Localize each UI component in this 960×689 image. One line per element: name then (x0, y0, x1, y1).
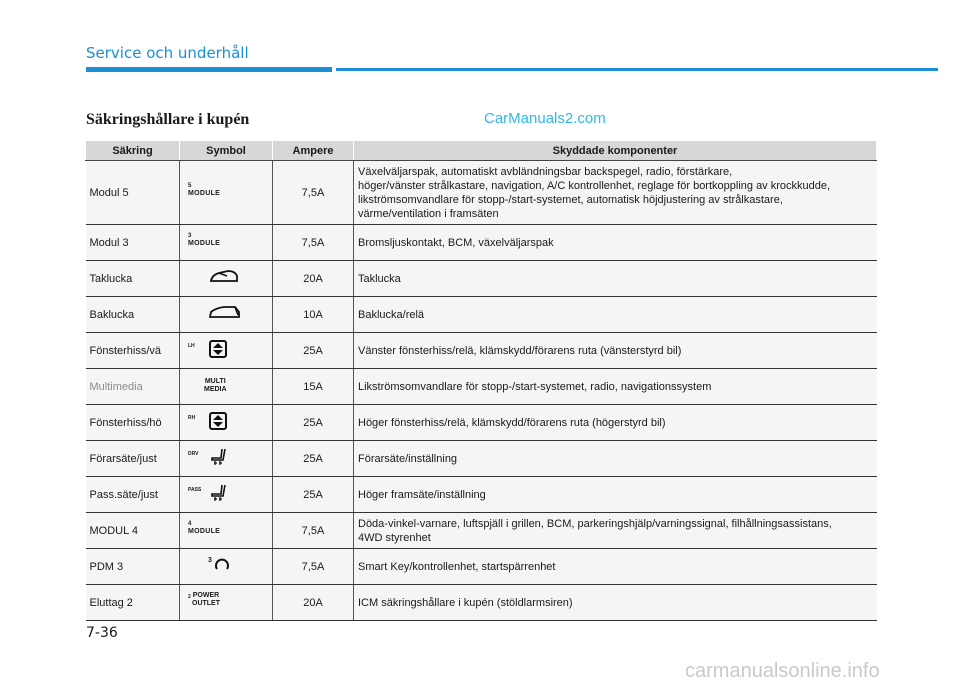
fuse-symbol (180, 297, 273, 333)
fuse-name: Baklucka (86, 297, 180, 333)
power-seat-icon (188, 482, 258, 504)
protected-components (354, 477, 877, 513)
component-line: höger/vänster strålkastare, navigation, A/C kontrollenhet, reglage för bortkoppling av krockkudde, (358, 179, 831, 192)
symbol-tag: LH (188, 342, 195, 349)
fuse-table-body (86, 161, 877, 621)
fuse-name: Fönsterhiss/vä (86, 333, 180, 369)
protected-components (354, 585, 877, 621)
fuse-symbol (180, 369, 273, 405)
fuse-name: Förarsäte/just (86, 441, 180, 477)
footer-watermark: carmanualsonline.info (685, 660, 880, 682)
table-row (86, 441, 877, 477)
symbol-tag: PASS (188, 486, 202, 493)
component-line: Höger framsäte/inställning (358, 488, 486, 501)
fuse-ampere: 7,5A (273, 513, 354, 549)
protected-components (354, 549, 877, 585)
module-symbol (188, 522, 248, 536)
table-row (86, 549, 877, 585)
fuse-name: Fönsterhiss/hö (86, 405, 180, 441)
column-header-ampere: Ampere (273, 141, 354, 161)
symbol-line1: MULTI (204, 378, 226, 385)
fuse-ampere: 10A (273, 297, 354, 333)
component-line: Höger fönsterhiss/relä, klämskydd/förarens ruta (högerstyrd bil) (358, 416, 666, 429)
multimedia-symbol (204, 378, 227, 394)
fuse-symbol (180, 333, 273, 369)
power-window-icon (188, 338, 258, 360)
component-line: Taklucka (358, 272, 401, 285)
watermark-link[interactable]: CarManuals2.com (484, 110, 606, 127)
protected-components (354, 297, 877, 333)
fuse-symbol (180, 477, 273, 513)
fuse-ampere: 20A (273, 585, 354, 621)
component-line: Växelväljarspak, automatiskt avbländningsbar backspegel, radio, förstärkare, (358, 165, 733, 178)
fuse-name: Taklucka (86, 261, 180, 297)
component-line: Bromsljuskontakt, BCM, växelväljarspak (358, 236, 554, 249)
power-outlet-symbol (188, 592, 248, 610)
table-row (86, 225, 877, 261)
column-header-symbol: Symbol (180, 141, 273, 161)
component-line: 4WD styrenhet (358, 531, 431, 544)
table-row (86, 477, 877, 513)
fuse-symbol (180, 549, 273, 585)
fuse-name: Modul 3 (86, 225, 180, 261)
table-row (86, 297, 877, 333)
page-heading: Säkringshållare i kupén (86, 111, 250, 128)
component-line: Baklucka/relä (358, 308, 425, 321)
protected-components (354, 225, 877, 261)
module-symbol (188, 234, 248, 248)
column-header-components: Skyddade komponenter (354, 141, 877, 161)
component-line: värme/ventilation i framsäten (358, 207, 499, 220)
table-row (86, 333, 877, 369)
symbol-label: MODULE (188, 239, 221, 247)
column-header-fuse: Säkring (86, 141, 180, 161)
page-number: 7-36 (86, 625, 118, 641)
fuse-ampere: 7,5A (273, 225, 354, 261)
symbol-line2: OUTLET (192, 599, 220, 607)
symbol-tag: RH (188, 414, 196, 421)
component-line: Döda-vinkel-varnare, luftspjäll i grillen, BCM, parkeringshjälp/varningssignal, filhållningsassistans, (358, 517, 832, 530)
fuse-symbol (180, 513, 273, 549)
fuse-ampere: 25A (273, 405, 354, 441)
symbol-tag: DRV (188, 450, 199, 457)
table-row (86, 405, 877, 441)
component-line: Likströmsomvandlare för stopp-/start-systemet, radio, navigationssystem (358, 380, 712, 393)
component-line: Smart Key/kontrollenhet, startspärrenhet (358, 560, 556, 573)
power-window-icon (188, 410, 258, 432)
fuse-name: Modul 5 (86, 161, 180, 225)
symbol-number: 2 (188, 593, 191, 600)
fuse-name: Multimedia (86, 369, 180, 405)
module-symbol (188, 184, 248, 198)
protected-components (354, 441, 877, 477)
protected-components (354, 161, 877, 225)
component-line: Förarsäte/inställning (358, 452, 458, 465)
fuse-name: MODUL 4 (86, 513, 180, 549)
section-title: Service och underhåll (86, 44, 249, 62)
protected-components (354, 405, 877, 441)
protected-components (354, 333, 877, 369)
fuse-name: Pass.säte/just (86, 477, 180, 513)
component-line: likströmsomvandlare för stopp-/start-systemet, automatisk höjdjustering av strålkastare, (358, 193, 783, 206)
protected-components (354, 369, 877, 405)
fuse-symbol (180, 585, 273, 621)
table-row (86, 261, 877, 297)
power-seat-icon (188, 446, 258, 468)
symbol-label: MODULE (188, 527, 221, 535)
fuse-ampere: 25A (273, 333, 354, 369)
fuse-ampere: 7,5A (273, 549, 354, 585)
table-row (86, 513, 877, 549)
symbol-number: 3 (208, 556, 212, 564)
fuse-name: Eluttag 2 (86, 585, 180, 621)
component-line: Vänster fönsterhiss/relä, klämskydd/förarens ruta (vänsterstyrd bil) (358, 344, 682, 357)
table-header-row (86, 141, 877, 161)
table-row (86, 369, 877, 405)
table-row (86, 585, 877, 621)
fuse-symbol (180, 225, 273, 261)
fuse-symbol (180, 441, 273, 477)
power-distribution-icon (188, 555, 228, 575)
symbol-line2: MEDIA (204, 386, 227, 393)
header-rule-accent (86, 67, 332, 72)
symbol-number: 5 (188, 182, 192, 189)
fuse-symbol (180, 161, 273, 225)
fuse-symbol (180, 261, 273, 297)
protected-components (354, 513, 877, 549)
tailgate-icon (188, 302, 258, 324)
fuse-ampere: 25A (273, 477, 354, 513)
symbol-number: 3 (188, 232, 192, 239)
fuse-ampere: 7,5A (273, 161, 354, 225)
symbol-line1: POWER (192, 591, 220, 599)
table-row (86, 161, 877, 225)
fuse-ampere: 20A (273, 261, 354, 297)
fuse-ampere: 15A (273, 369, 354, 405)
fuse-ampere: 25A (273, 441, 354, 477)
fuse-symbol (180, 405, 273, 441)
symbol-label: MODULE (188, 189, 221, 197)
sunroof-icon (188, 266, 258, 288)
fuse-table (85, 141, 877, 621)
component-line: ICM säkringshållare i kupén (stöldlarmsiren) (358, 596, 573, 609)
protected-components (354, 261, 877, 297)
header-rule (336, 68, 938, 71)
fuse-name: PDM 3 (86, 549, 180, 585)
symbol-number: 4 (188, 520, 192, 527)
